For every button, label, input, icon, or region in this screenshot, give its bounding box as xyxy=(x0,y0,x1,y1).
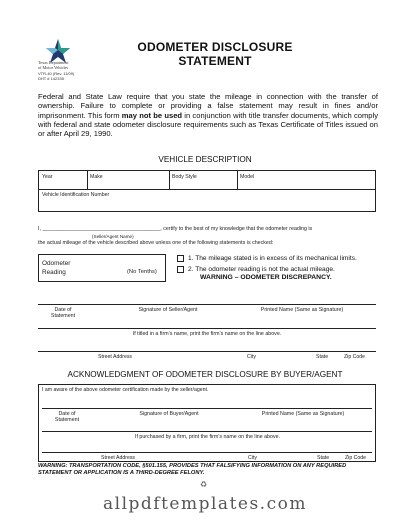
agency-name-line1: Texas Department xyxy=(38,60,69,65)
buyer-printed-name-label: Printed Name (Same as Signature) xyxy=(261,411,345,417)
body-style-field[interactable]: Body Style xyxy=(172,174,197,180)
buyer-state-label: State xyxy=(317,455,330,461)
buyer-date-label-line1: Date of xyxy=(58,411,76,417)
seller-city-label: City xyxy=(247,354,256,360)
buyer-acknowledgment-heading: ACKNOWLEDGMENT OF ODOMETER DISCLOSURE BY BUYER/AGENT xyxy=(67,370,343,379)
buyer-firm-note: If purchased by a firm, print the firm’s name on the line above. xyxy=(134,434,281,440)
not-actual-mileage-checkbox[interactable] xyxy=(177,266,184,273)
statement-1: 1. The mileage stated is in excess of its mechanical limits. xyxy=(188,255,357,262)
page-title-line1: ODOMETER DISCLOSURE xyxy=(137,40,293,54)
intro-part2: in conjunction with title transfer documents, which comply with federal and state odometer disclosure requirements such as Texas Certificate of Titles issued on or after April 29, 1990. xyxy=(38,110,379,139)
year-field[interactable]: Year xyxy=(42,174,53,180)
odometer-label-line1: Odometer xyxy=(42,260,71,267)
model-field[interactable]: Model xyxy=(240,174,255,180)
buyer-street-label: Street Address xyxy=(101,455,136,461)
buyer-aware-text: I am aware of the above odometer certification made by the seller/agent. xyxy=(42,387,209,393)
seller-firm-note: If titled in a firm’s name, print the firm’s name on the line above. xyxy=(132,331,282,337)
page-title-line2: STATEMENT xyxy=(178,54,252,68)
certification-line xyxy=(38,226,312,232)
buyer-date-label xyxy=(42,411,92,423)
intro-emphasis: may not be used xyxy=(121,110,183,120)
odometer-reading-box[interactable] xyxy=(38,254,166,282)
dht-number: DHT # 142335 xyxy=(38,76,64,81)
buyer-zip-label: Zip Code xyxy=(345,455,367,461)
buyer-address-line[interactable] xyxy=(42,452,372,453)
odometer-label-line2: Reading xyxy=(42,269,66,276)
vin-field[interactable]: Vehicle Identification Number xyxy=(42,192,110,198)
seller-street-label: Street Address xyxy=(98,354,133,360)
seller-firm-line[interactable] xyxy=(38,328,376,329)
seller-date-label xyxy=(38,307,88,319)
buyer-signature-line[interactable] xyxy=(42,408,372,409)
seller-date-label-line2: Statement xyxy=(50,313,76,319)
seller-signature-label: Signature of Seller/Agent xyxy=(138,307,198,313)
statement-2: 2. The odometer reading is not the actual mileage. xyxy=(188,266,335,273)
seller-signature-line[interactable] xyxy=(38,304,376,305)
agency-name-line2: of Motor Vehicles xyxy=(38,65,69,70)
vehicle-description-table xyxy=(38,170,376,212)
buyer-signature-label: Signature of Buyer/Agent xyxy=(139,411,199,417)
felony-warning: WARNING: TRANSPORTATION CODE, §501.155, PROVIDES THAT FALSIFYING INFORMATION ON ANY REQUIRED STATEMENT OR APPLICATION IS A THIRD-DEGREE FELONY. xyxy=(38,463,347,476)
form-identifier xyxy=(38,71,74,81)
make-field[interactable]: Make xyxy=(90,174,103,180)
seller-printed-name-label: Printed Name (Same as Signature) xyxy=(260,307,344,313)
intro-paragraph xyxy=(38,92,378,138)
odometer-discrepancy-warning: WARNING – ODOMETER DISCREPANCY. xyxy=(200,274,332,281)
buyer-date-label-line2: Statement xyxy=(54,417,80,423)
vehicle-description-heading: VEHICLE DESCRIPTION xyxy=(158,155,252,164)
buyer-firm-line[interactable] xyxy=(42,431,372,432)
recycle-icon: ♻ xyxy=(200,480,208,489)
certification-prefix: I, xyxy=(38,226,41,232)
excess-mechanical-limits-checkbox[interactable] xyxy=(177,255,184,262)
seller-address-line[interactable] xyxy=(38,351,376,352)
agency-name xyxy=(38,60,69,70)
buyer-city-label: City xyxy=(248,455,257,461)
seller-date-label-line1: Date of xyxy=(54,307,72,313)
seller-name-caption: (Seller/Agent Name) xyxy=(92,234,134,239)
certification-suffix: , certify to the best of my knowledge that the odometer reading is xyxy=(160,226,313,232)
seller-zip-label: Zip Code xyxy=(344,354,366,360)
odometer-unit: (No Tenths) xyxy=(127,269,157,275)
watermark: allpdftemplates.com xyxy=(103,494,307,514)
seller-state-label: State xyxy=(316,354,329,360)
certification-line2: the actual mileage of the vehicle described above unless one of the following statements is checked: xyxy=(38,240,274,246)
intro-part1: Federal and State Law require that you state the mileage in connection with the transfer of ownership. Failure to complete or providing a false statement may result in fines and/or imprisonment. This form xyxy=(38,92,378,120)
form-number: VTR-40 (Rev. 11/09) xyxy=(38,71,75,76)
buyer-acknowledgment-box xyxy=(38,384,376,462)
seller-name-blank[interactable]: ________________________________________ xyxy=(42,226,161,232)
